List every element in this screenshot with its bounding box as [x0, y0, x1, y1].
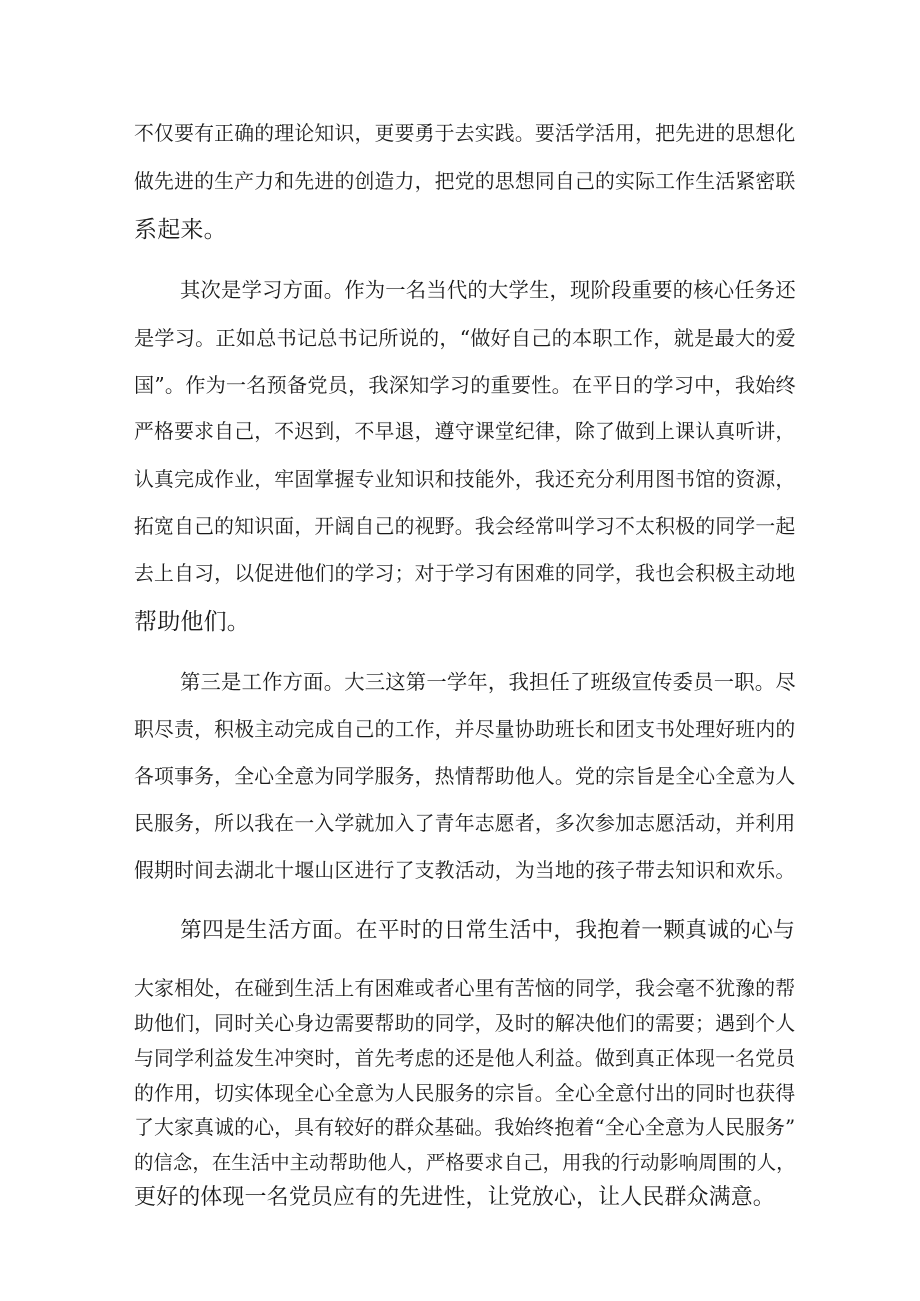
text-line: 职尽责，积极主动完成自己的工作，并尽量协助班长和团支书处理好班内的	[134, 718, 796, 741]
text-line: 拓宽自己的知识面，开阔自己的视野。我会经常叫学习不太积极的同学一起	[134, 515, 796, 538]
text-line: 大家相处，在碰到生活上有困难或者心里有苦恼的同学，我会毫不犹豫的帮	[134, 976, 796, 1000]
text-line: 做先进的生产力和先进的创造力，把党的思想同自己的实际工作生活紧密联	[134, 170, 796, 193]
text-line: 了大家真诚的心，具有较好的群众基础。我始终抱着“全心全意为人民服务”	[134, 1116, 796, 1139]
text-line: 第三是工作方面。大三这第一学年，我担任了班级宣传委员一职。尽	[180, 670, 796, 694]
text-line: 的作用，切实体现全心全意为人民服务的宗旨。全心全意付出的同时也获得	[134, 1081, 796, 1105]
text-line: 与同学利益发生冲突时，首先考虑的还是他人利益。做到真正体现一名党员	[134, 1046, 796, 1070]
text-line: 的信念，在生活中主动帮助他人，严格要求自己，用我的行动影响周围的人，	[134, 1151, 796, 1174]
text-line: 国”。作为一名预备党员，我深知学习的重要性。在平日的学习中，我始终	[134, 373, 796, 397]
text-line: 助他们，同时关心身边需要帮助的同学，及时的解决他们的需要；遇到个人	[134, 1011, 796, 1035]
text-line: 严格要求自己，不迟到，不早退，遵守课堂纪律，除了做到上课认真听讲，	[134, 420, 796, 443]
text-line: 假期时间去湖北十堰山区进行了支教活动，为当地的孩子带去知识和欢乐。	[134, 859, 796, 882]
text-line: 民服务，所以我在一入学就加入了青年志愿者，多次参加志愿活动，并利用	[134, 812, 796, 835]
text-line: 第四是生活方面。在平时的日常生活中，我抱着一颗真诚的心与	[180, 918, 796, 943]
text-line: 系起来。	[134, 217, 227, 243]
text-line: 认真完成作业，牢固掌握专业知识和技能外，我还充分利用图书馆的资源，	[134, 468, 796, 491]
text-line: 更好的体现一名党员应有的先进性，让党放心，让人民群众满意。	[134, 1185, 775, 1210]
text-line: 帮助他们。	[134, 609, 250, 635]
text-line: 其次是学习方面。作为一名当代的大学生，现阶段重要的核心任务还	[180, 278, 796, 302]
text-line: 不仅要有正确的理论知识，更要勇于去实践。要活学活用，把先进的思想化	[134, 122, 796, 145]
text-line: 去上自习，以促进他们的学习；对于学习有困难的同学，我也会积极主动地	[134, 562, 796, 585]
text-line: 各项事务，全心全意为同学服务，热情帮助他人。党的宗旨是全心全意为人	[134, 765, 796, 788]
text-line: 是学习。正如总书记总书记所说的，“做好自己的本职工作，就是最大的爱	[134, 326, 796, 350]
